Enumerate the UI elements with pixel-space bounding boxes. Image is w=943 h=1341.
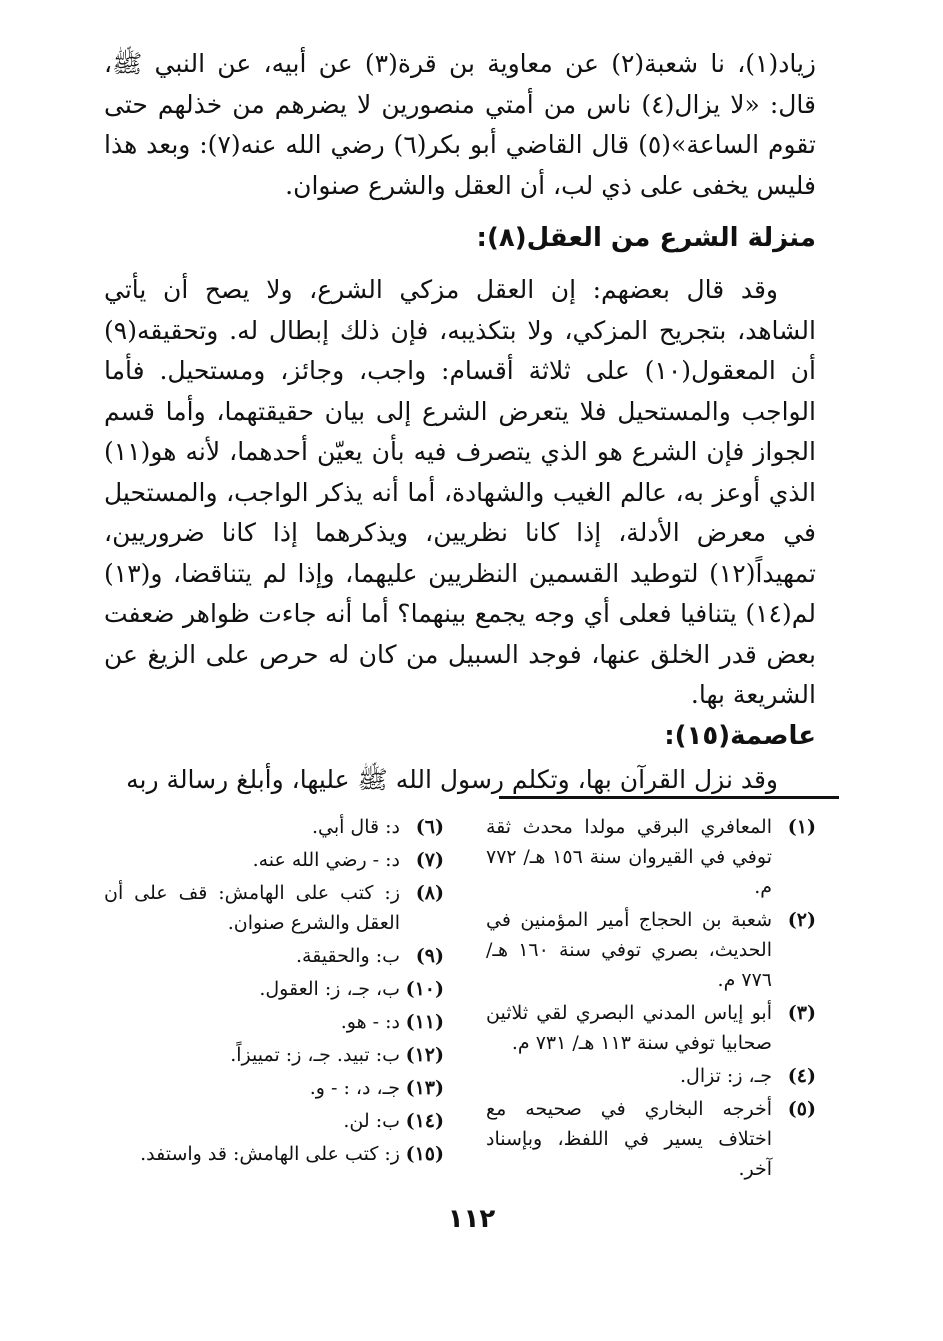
footnote-number: (١٣) — [405, 1077, 444, 1099]
paragraph-aql-shar: وقد قال بعضهم: إن العقل مزكي الشرع، ولا يصح أن يأتي الشاهد، بتجريح المزكي، ولا بتكذيبه، فإن ذلك إبطال له. وتحقيقه(٩) أن المعقول(١٠) على ثلاثة أقسام: واجب، وجائز، ومستحيل. فأما الواجب والمستحيل فلا يتعرض الشرع إلى بيان حقيقتهما، وأما قسم الجواز فإن الشرع هو الذي يتصرف فيه بأن يعيّن أحدهما، لأنه هو(١١) الذي أوعز به، عالم الغيب والشهادة، أما أنه يذكر الواجب، والمستحيل في معرض الأدلة، إذا كانا نظريين، ويذكرهما إذا كانا ضروريين، تمهيداً(١٢) لتوطيد القسمين النظريين عليهما، وإذا لم يتناقضا، و(١٣) لم(١٤) يتنافيا فعلى أي وجه يجمع بينهما؟ أما أنه جاءت ظواهر ضعفت بعض قدر الخلق عنها، فوجد السبيل من كان له حرص على الزيغ عن الشريعة بها. — [104, 275, 816, 709]
footnote-text: ب: والحقيقة. — [295, 945, 400, 967]
footnote-number: (١١) — [405, 1011, 444, 1033]
page-number: ١١٢ — [447, 1204, 496, 1234]
footnote-number: (٣) — [787, 1002, 816, 1024]
footnote-text: ب، جـ، ز: العقول. — [259, 978, 400, 1000]
footnote-number: (٦) — [415, 816, 444, 838]
footnote-number: (١٢) — [405, 1044, 444, 1066]
footnote-item — [104, 812, 444, 842]
footnote-text: د: - هو. — [340, 1011, 400, 1033]
footnotes-column-left — [104, 812, 444, 1187]
footnote-item — [486, 998, 816, 1058]
footnote-text: ز: كتب على الهامش: قف على أن العقل والشرع صنوان. — [104, 882, 400, 934]
footnote-number: (٨) — [415, 882, 444, 904]
footnote-item — [104, 1106, 444, 1136]
footnote-number: (٤) — [787, 1065, 816, 1087]
footnote-item — [104, 845, 444, 875]
footnote-item — [104, 1007, 444, 1037]
footnote-text: ب: تبيد. جـ، ز: تمييزاً. — [230, 1044, 400, 1066]
footnote-number: (١) — [787, 816, 816, 838]
footnote-text: ب: لن. — [343, 1110, 400, 1132]
paragraph-opening: زياد(١)، نا شعبة(٢) عن معاوية بن قرة(٣) عن أبيه، عن النبي ﷺ، قال: «لا يزال(٤) ناس من أمتي منصورين لا يضرهم من خذلهم حتى تقوم الساعة»(٥) قال القاضي أبو بكر(٦) رضي الله عنه(٧): وبعد هذا فليس يخفى على ذي لب، أن العقل والشرع صنوان. — [104, 49, 817, 200]
footnote-item — [104, 1139, 444, 1169]
footnote-number: (١٥) — [405, 1143, 444, 1165]
footnote-item — [486, 812, 816, 902]
footnotes — [104, 812, 816, 1187]
footnote-text: أبو إياس المدني البصري لقي ثلاثين صحابيا توفي سنة ١١٣ هـ/ ٧٣١ م. — [486, 1002, 772, 1054]
footnote-text: شعبة بن الحجاج أمير المؤمنين في الحديث، بصري توفي سنة ١٦٠ هـ/ ٧٧٦ م. — [486, 909, 773, 991]
footnote-item — [104, 974, 444, 1004]
footnote-item — [104, 1040, 444, 1070]
footnote-text: د: - رضي الله عنه. — [252, 849, 400, 871]
footnote-item — [104, 941, 444, 971]
footnote-number: (٧) — [415, 849, 444, 871]
footnote-number: (٩) — [415, 945, 444, 967]
footnote-text: ز: كتب على الهامش: قد واستفد. — [140, 1143, 400, 1165]
footnote-item — [486, 905, 816, 995]
footnote-text: المعافري البرقي مولدا محدث ثقة توفي في القيروان سنة ١٥٦ هـ/ ٧٧٢ م. — [486, 816, 772, 898]
footnote-item — [104, 1073, 444, 1103]
footnote-number: (٢) — [787, 909, 816, 931]
paragraph-quran: وقد نزل القرآن بها، وتكلم رسول الله ﷺ عليها، وأبلغ رسالة ربه — [126, 764, 778, 794]
footnote-item — [486, 1094, 816, 1184]
footnote-text: د: قال أبي. — [311, 816, 400, 838]
section-heading-shar-aql: منزلة الشرع من العقل(٨): — [476, 223, 816, 253]
footnote-separator — [499, 796, 839, 799]
footnote-text: جـ، ز: تزال. — [680, 1065, 772, 1087]
footnote-text: أخرجه البخاري في صحيحه مع اختلاف يسير في اللفظ، وبإسناد آخر. — [486, 1098, 772, 1180]
footnote-item — [486, 1061, 816, 1091]
footnote-text: جـ، د، : - و. — [309, 1077, 400, 1099]
section-heading-asima: عاصمة(١٥): — [664, 720, 816, 751]
footnote-number: (١٤) — [405, 1110, 444, 1132]
footnotes-column-right — [486, 812, 816, 1187]
footnote-number: (٥) — [787, 1098, 816, 1120]
footnote-item — [104, 878, 444, 938]
main-text — [104, 44, 816, 800]
footnote-number: (١٠) — [405, 978, 444, 1000]
